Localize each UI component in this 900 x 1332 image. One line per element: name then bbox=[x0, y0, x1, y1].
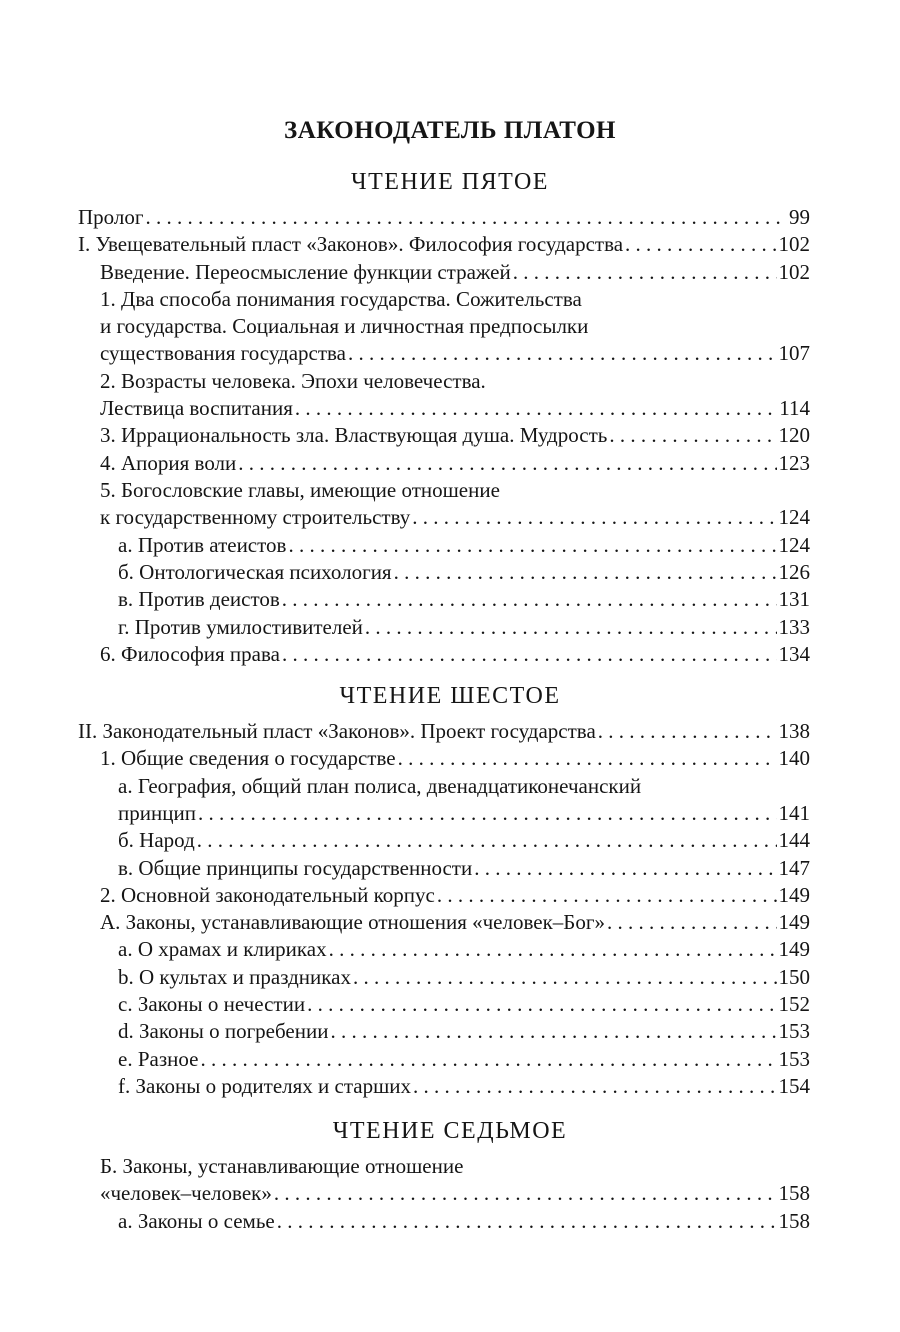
page-number: 124 bbox=[778, 532, 810, 557]
dot-leader bbox=[330, 1018, 776, 1045]
toc-entry-row bbox=[118, 964, 810, 991]
toc-entry[interactable] bbox=[100, 909, 810, 936]
page-number: 147 bbox=[778, 855, 810, 880]
dot-leader bbox=[288, 532, 776, 559]
toc-entry[interactable] bbox=[100, 477, 810, 532]
section-heading: ЧТЕНИЕ ПЯТОЕ bbox=[351, 169, 549, 195]
toc-entry-row bbox=[118, 800, 810, 827]
page-number: 149 bbox=[778, 937, 810, 962]
toc-entry-text: 5. Богословские главы, имеющие отношение bbox=[100, 478, 500, 502]
toc-entry[interactable] bbox=[118, 991, 810, 1018]
toc-entry-text: 1. Два способа понимания государства. Сожительства bbox=[100, 286, 582, 311]
toc-entry-row bbox=[100, 422, 810, 449]
toc-entry-text: 2. Основной законодательный корпус bbox=[100, 882, 435, 907]
toc-entry-text: б. Народ bbox=[118, 828, 195, 853]
toc-entry[interactable] bbox=[118, 1018, 810, 1045]
toc-entry-text: в. Общие принципы государственности bbox=[118, 855, 473, 880]
toc-entry-text: и государства. Социальная и личностная предпосылки bbox=[100, 314, 589, 339]
dot-leader bbox=[200, 1046, 776, 1073]
page-number: 134 bbox=[778, 641, 810, 666]
toc-entry[interactable] bbox=[100, 1153, 810, 1208]
toc-entry-row bbox=[118, 614, 810, 641]
book-title: ЗАКОНОДАТЕЛЬ ПЛАТОН bbox=[284, 117, 616, 144]
toc-entry-text: Б. Законы, устанавливающие отношение bbox=[100, 1154, 464, 1178]
page-number: 114 bbox=[779, 396, 810, 421]
toc-entry-row bbox=[100, 745, 810, 772]
toc-entry-row bbox=[118, 532, 810, 559]
toc-entry[interactable] bbox=[100, 641, 810, 668]
dot-leader bbox=[412, 504, 776, 531]
toc-entry-text: существования государства bbox=[100, 341, 346, 366]
toc-entry-row bbox=[100, 504, 810, 531]
page-number: 144 bbox=[778, 828, 810, 853]
toc-entry-text: Пролог bbox=[78, 205, 144, 229]
dot-leader bbox=[329, 936, 777, 963]
toc-entry[interactable] bbox=[100, 422, 810, 449]
page-number: 138 bbox=[778, 719, 810, 743]
toc-entry-row bbox=[100, 259, 810, 286]
toc-entry-text: d. Законы о погребении bbox=[118, 1019, 329, 1044]
page-number: 102 bbox=[778, 259, 810, 284]
toc-entry-row bbox=[100, 882, 810, 909]
dot-leader bbox=[398, 745, 777, 772]
toc-entry-text: I. Увещевательный пласт «Законов». Философия государства bbox=[78, 232, 624, 257]
toc-entry[interactable] bbox=[118, 855, 810, 882]
dot-leader bbox=[513, 259, 777, 286]
toc-entry[interactable] bbox=[100, 368, 810, 423]
page-number: 102 bbox=[778, 232, 810, 257]
toc-entry-text: с. Законы о нечестии bbox=[118, 992, 306, 1016]
section-heading: ЧТЕНИЕ ШЕСТОЕ bbox=[339, 683, 561, 709]
toc-entry-text: принцип bbox=[118, 800, 196, 825]
toc-entry-text: а. О храмах и клириках bbox=[118, 937, 327, 962]
page-number: 158 bbox=[778, 1208, 810, 1233]
page-number: 123 bbox=[778, 450, 810, 475]
dot-leader bbox=[307, 991, 776, 1018]
toc-entry-row bbox=[100, 641, 810, 668]
toc-entry[interactable] bbox=[100, 882, 810, 909]
toc-entry[interactable] bbox=[118, 1208, 810, 1235]
toc-entry[interactable] bbox=[118, 1046, 810, 1073]
toc-entry-text: е. Разное bbox=[118, 1046, 199, 1071]
dot-leader bbox=[437, 882, 777, 909]
toc-entry-text: в. Против деистов bbox=[118, 587, 280, 612]
page-number: 120 bbox=[778, 423, 810, 448]
toc-entry[interactable] bbox=[100, 745, 810, 772]
toc-entry-row bbox=[118, 855, 810, 882]
toc-entry-row bbox=[100, 450, 810, 477]
toc-entry-text: 2. Возрасты человека. Эпохи человечества. bbox=[100, 368, 486, 393]
dot-leader bbox=[282, 641, 777, 668]
page-number: 158 bbox=[778, 1181, 810, 1206]
dot-leader bbox=[348, 340, 777, 367]
page-number: 133 bbox=[778, 614, 810, 639]
page-number: 153 bbox=[778, 1019, 810, 1044]
toc-entry-text: f. Законы о родителях и старших bbox=[118, 1073, 411, 1098]
dot-leader bbox=[277, 1208, 777, 1235]
toc-entry-row bbox=[118, 991, 810, 1018]
toc-entry-row bbox=[118, 559, 810, 586]
toc-entry-text: б. Онтологическая психология bbox=[118, 559, 392, 584]
toc-entry[interactable] bbox=[118, 827, 810, 854]
toc-entry-text: 3. Иррациональность зла. Властвующая душа. Мудрость bbox=[100, 423, 608, 448]
dot-leader bbox=[353, 964, 777, 991]
toc-entry-row bbox=[118, 1073, 810, 1100]
toc-entry-text: к государственному строительству bbox=[100, 505, 411, 530]
toc-entry[interactable] bbox=[100, 259, 810, 286]
toc-entry-row bbox=[78, 718, 810, 745]
page-number: 126 bbox=[778, 559, 810, 584]
page-number: 99 bbox=[789, 205, 810, 229]
dot-leader bbox=[474, 855, 776, 882]
dot-leader bbox=[274, 1180, 777, 1207]
toc-entry[interactable] bbox=[100, 286, 810, 368]
page-number: 140 bbox=[778, 746, 810, 771]
toc-entry[interactable] bbox=[118, 773, 810, 828]
page-number: 141 bbox=[778, 800, 810, 825]
toc-entry-row bbox=[100, 1180, 810, 1207]
page-number: 153 bbox=[778, 1046, 810, 1071]
dot-leader bbox=[607, 909, 777, 936]
toc-entry-text: а. География, общий план полиса, двенадцатиконечанский bbox=[118, 773, 642, 798]
toc-entry-text: b. О культах и праздниках bbox=[118, 964, 351, 989]
toc-entry[interactable] bbox=[78, 204, 810, 231]
toc-entry-row bbox=[118, 827, 810, 854]
toc-entry-text: 1. Общие сведения о государстве bbox=[100, 746, 396, 771]
dot-leader bbox=[625, 231, 776, 258]
toc-entry-text: 6. Философия права bbox=[100, 641, 280, 666]
page-number: 149 bbox=[778, 910, 810, 935]
section-heading: ЧТЕНИЕ СЕДЬМОЕ bbox=[332, 1118, 568, 1144]
dot-leader bbox=[394, 559, 777, 586]
page-number: 107 bbox=[778, 341, 810, 366]
dot-leader bbox=[282, 586, 777, 613]
toc-entry-row bbox=[118, 586, 810, 613]
toc-entry-text: Лествица воспитания bbox=[100, 396, 293, 421]
page-number: 152 bbox=[778, 992, 810, 1016]
dot-leader bbox=[198, 800, 777, 827]
toc-entry-row bbox=[78, 231, 810, 258]
toc-entry[interactable] bbox=[118, 1073, 810, 1100]
toc-entry-row bbox=[118, 936, 810, 963]
page-number: 149 bbox=[778, 882, 810, 907]
toc-entry[interactable] bbox=[118, 559, 810, 586]
toc-entry-text: II. Законодательный пласт «Законов». Проект государства bbox=[78, 719, 596, 743]
toc-entry-row bbox=[100, 340, 810, 367]
toc-entry-text: а. Законы о семье bbox=[118, 1208, 275, 1233]
toc-entry-text: «человек–человек» bbox=[100, 1181, 272, 1206]
page-number: 150 bbox=[778, 964, 810, 989]
toc-entry-row bbox=[118, 1018, 810, 1045]
toc-entry[interactable] bbox=[118, 964, 810, 991]
toc-entry[interactable] bbox=[118, 614, 810, 641]
toc-entry-row bbox=[118, 1208, 810, 1235]
dot-leader bbox=[238, 450, 776, 477]
toc-entry-text: Введение. Переосмысление функции стражей bbox=[100, 259, 511, 284]
toc-entry-row bbox=[118, 1046, 810, 1073]
toc-entry[interactable] bbox=[118, 936, 810, 963]
toc-entry-row bbox=[78, 204, 810, 231]
dot-leader bbox=[609, 422, 776, 449]
toc-entry-text: 4. Апория воли bbox=[100, 450, 237, 475]
toc-entry-row bbox=[100, 395, 810, 422]
dot-leader bbox=[197, 827, 777, 854]
toc-entry-text: А. Законы, устанавливающие отношения «человек–Бог» bbox=[100, 910, 605, 935]
toc-entry[interactable] bbox=[118, 586, 810, 613]
toc-entry[interactable] bbox=[78, 718, 810, 745]
toc-entry[interactable] bbox=[78, 231, 810, 258]
dot-leader bbox=[413, 1073, 777, 1100]
toc-entry[interactable] bbox=[100, 450, 810, 477]
toc-entry-row bbox=[100, 909, 810, 936]
page-number: 154 bbox=[778, 1073, 810, 1098]
toc-entry[interactable] bbox=[118, 532, 810, 559]
dot-leader bbox=[145, 204, 787, 231]
page-number: 124 bbox=[778, 505, 810, 530]
dot-leader bbox=[365, 614, 777, 641]
dot-leader bbox=[295, 395, 777, 422]
toc-entry-text: г. Против умилостивителей bbox=[118, 614, 363, 639]
dot-leader bbox=[598, 718, 777, 745]
toc-entry-text: а. Против атеистов bbox=[118, 532, 287, 557]
page-number: 131 bbox=[778, 587, 810, 612]
